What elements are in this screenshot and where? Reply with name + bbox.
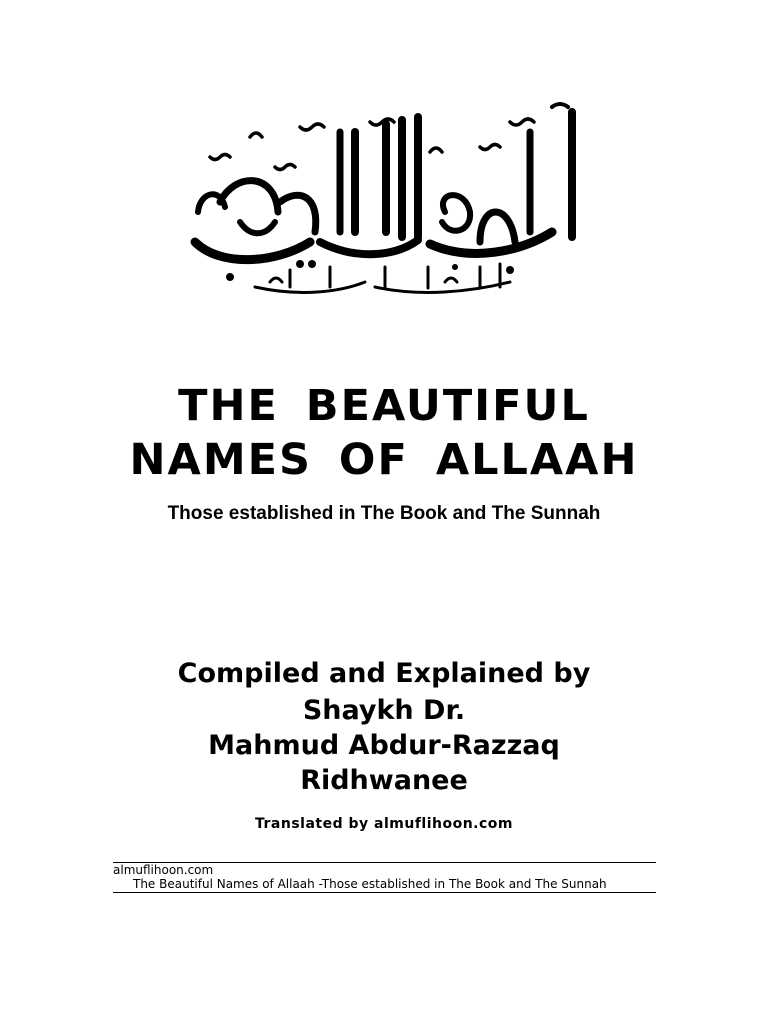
translator-credit: Translated by almuflihoon.com <box>255 816 513 832</box>
footer-divider-bottom <box>113 892 656 893</box>
credit-compiled-by: Compiled and Explained by <box>177 658 591 689</box>
credit-author-surname: Ridhwanee <box>300 765 468 796</box>
footer-title: The Beautiful Names of Allaah -Those established in The Book and The Sunnah <box>133 877 607 891</box>
footer-site: almuflihoon.com <box>113 863 214 877</box>
credit-author-honorific: Shaykh Dr. <box>302 695 466 726</box>
credit-author-name: Mahmud Abdur-Razzaq <box>208 730 560 761</box>
document-title-line-2: NAMES OF ALLAAH <box>129 435 639 485</box>
document-subtitle: Those established in The Book and The Sunnah <box>167 503 601 524</box>
document-title-line-1: THE BEAUTIFUL <box>178 381 590 431</box>
arabic-calligraphy-image <box>180 92 580 302</box>
